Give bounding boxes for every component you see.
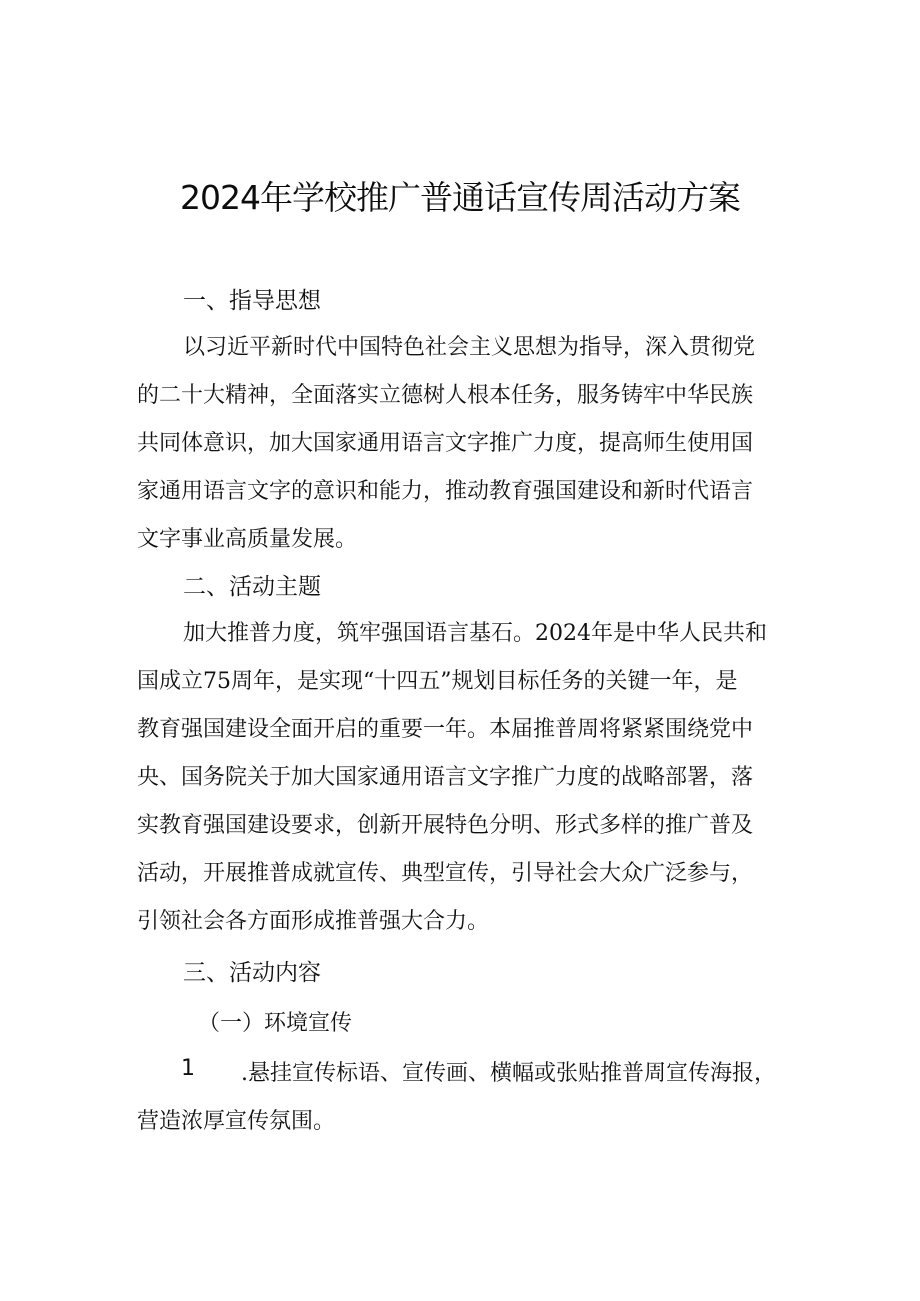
paragraph-line: 国成立75周年，是实现“十四五”规划目标任务的关键一年，是 [137, 669, 738, 694]
paragraph-line: 以习近平新时代中国特色社会主义思想为指导，深入贯彻党 [183, 335, 756, 360]
list-item-number: 1 [181, 1056, 195, 1081]
paragraph-line: 央、国务院关于加大国家通用语言文字推广力度的战略部署，落 [137, 765, 754, 790]
paragraph-line: 加大推普力度，筑牢强国语言基石。2024年是中华人民共和 [183, 621, 767, 646]
paragraph-line: 教育强国建设全面开启的重要一年。本届推普周将紧紧围绕党中 [137, 717, 754, 742]
section-heading-activity-content: 三、活动内容 [183, 960, 321, 986]
paragraph-line: 实教育强国建设要求，创新开展特色分明、形式多样的推广普及 [137, 813, 754, 838]
list-item-text: .悬挂宣传标语、宣传画、横幅或张贴推普周宣传海报， [241, 1061, 776, 1086]
paragraph-line: 家通用语言文字的意识和能力，推动教育强国建设和新时代语言 [137, 479, 754, 504]
subsection-heading-environment-promotion: （一）环境宣传 [198, 1011, 353, 1036]
section-heading-activity-theme: 二、活动主题 [183, 574, 321, 600]
list-item-text-continued: 营造浓厚宣传氛围。 [137, 1109, 336, 1134]
paragraph-line: 引领社会各方面形成推普强大合力。 [137, 909, 490, 934]
document-title: 2024年学校推广普通话宣传周活动方案 [180, 178, 740, 217]
paragraph-line: 活动，开展推普成就宣传、典型宣传，引导社会大众广泛参与， [137, 861, 754, 886]
paragraph-line: 共同体意识，加大国家通用语言文字推广力度，提高师生使用国 [137, 431, 754, 456]
paragraph-line: 的二十大精神，全面落实立德树人根本任务，服务铸牢中华民族 [137, 383, 754, 408]
section-heading-guiding-ideology: 一、指导思想 [183, 288, 321, 314]
paragraph-line: 文字事业高质量发展。 [137, 527, 358, 552]
